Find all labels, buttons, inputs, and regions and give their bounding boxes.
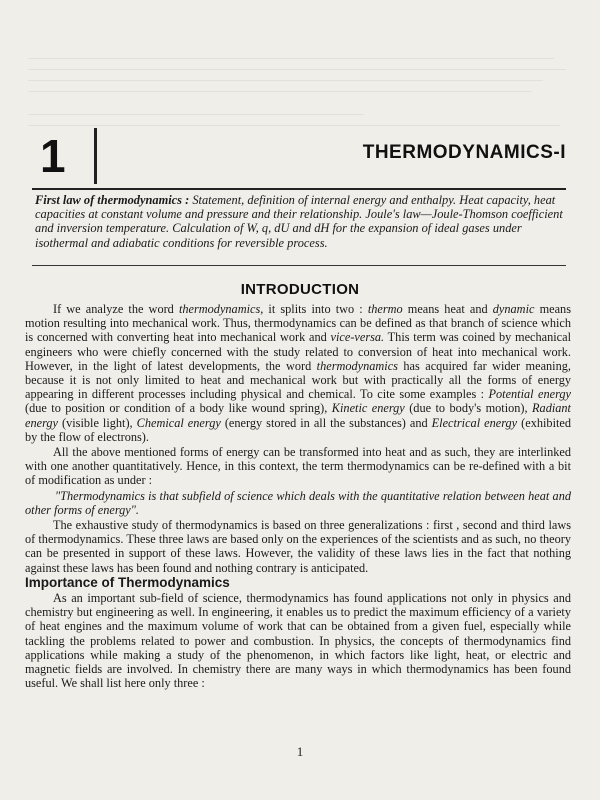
syllabus-lead: First law of thermodynamics :: [35, 193, 190, 207]
intro-paragraph-1: If we analyze the word thermodynamics, it splits into two : thermo means heat and dynamic means motion resulting into mechanical work. Thus, thermodynamics can be defined as that branch of science which is concerned with converting heat into mechanical work and vice-versa. This term was coined by mechanical engineers who were chiefly concerned with the study related to conversion of heat into mechanical work. However, in the light of latest developments, the word thermodynamics has acquired far wider meaning, because it is not only limited to heat and mechanical work but with practically all the forms of energy appearing in different processes including physical and chemical. To cite some examples : Potential energy (due to position or condition of a body like wound spring), Kinetic energy (due to body's motion), Radiant energy (visible light), Chemical energy (energy stored in all the substances) and Electrical energy (exhibited by the flow of electrons).: [25, 302, 572, 444]
body-text: [25, 302, 571, 690]
importance-paragraph-1: As an important sub-field of science, thermodynamics has found applications not only in physics and chemistry but engineering as well. In engineering, it enables us to predict the maximum efficiency of a variety of heat engines and the maximum volume of work that can be obtained from a given fuel, especially while tackling the problems related to power and combustion. In physics, the concepts of thermodynamics find applications while making a study of the phenomenon, in which factors like light, heat, or electric and magnetic fields are involved. In chemistry there are many ways in which thermodynamics has been found useful. We shall list here only three :: [25, 591, 571, 691]
definition-quote: "Thermodynamics is that subfield of science which deals with the quantitative relation between heat and other forms of energy".: [25, 488, 571, 517]
syllabus-box: [35, 193, 563, 250]
importance-heading: Importance of Thermodynamics: [25, 574, 230, 590]
introduction-heading: INTRODUCTION: [240, 281, 360, 298]
intro-paragraph-2: All the above mentioned forms of energy can be transformed into heat and as such, they are interlinked with one another quantitatively. Hence, in this context, the term thermodynamics can be re-defined with a bit of modification as under :: [25, 445, 571, 488]
header-rule: [32, 188, 566, 190]
chapter-header: [32, 128, 566, 188]
page-number: 1: [296, 744, 304, 759]
bleed-through-texture: [28, 40, 588, 136]
syllabus-rule: [32, 265, 566, 266]
intro-paragraph-3: The exhaustive study of thermodynamics is based on three generalizations : first , second and third laws of thermodynamics. These three laws are based only on the experiences of the scientists and as such, no theory can be presented in support of these laws. However, the validity of these laws lies in the fact that nothing against these laws has been found and nothing contrary is anticipated.: [25, 518, 571, 575]
syllabus-text: Statement, definition of internal energy and enthalpy. Heat capacity, heat capacities at constant volume and pressure and their relationship. Joule's law—Joule-Thomson coefficient and inversion temperature. Calculation of W, q, dU and dH for the expansion of ideal gases under isothermal and adiabatic conditions for reversible process.: [35, 193, 563, 250]
chapter-number: 1: [40, 130, 66, 182]
chapter-title: THERMODYNAMICS-I: [362, 142, 566, 163]
chapter-divider: [94, 128, 97, 184]
